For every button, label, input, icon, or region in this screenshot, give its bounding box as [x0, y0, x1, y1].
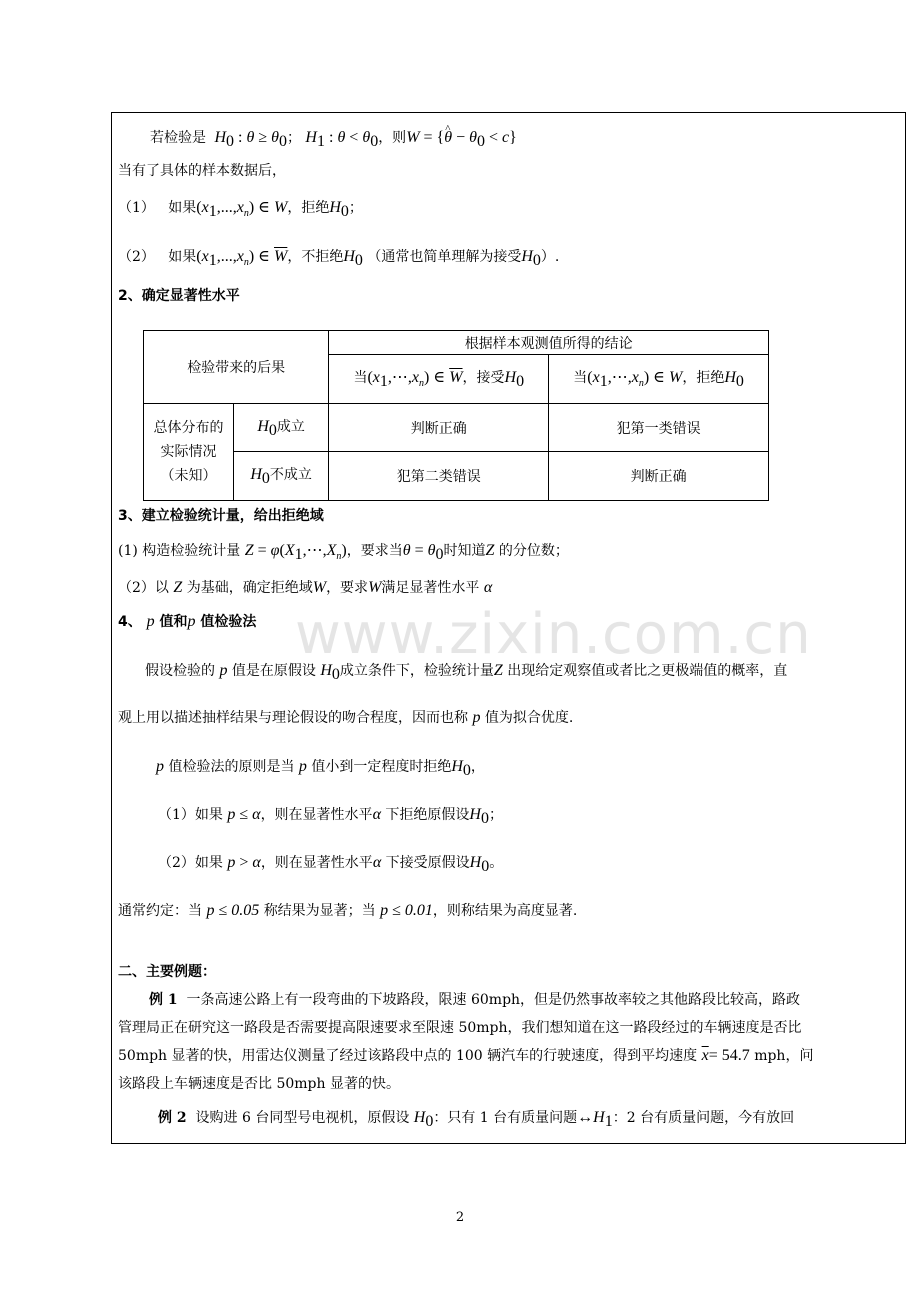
pvalue-rule1-line: （1）如果 p ≤ α，则在显著性水平α 下拒绝原假设$H_0$； [158, 806, 503, 827]
text: 当 [353, 370, 368, 387]
text: ； [488, 807, 503, 823]
text: ，则在显著性水平 [260, 855, 373, 871]
page-number: 2 [455, 1210, 465, 1225]
section-4-heading: 4、 p 值和p 值检验法 [118, 613, 257, 630]
text: ，拒绝 [287, 200, 330, 216]
example-label: 例 1 [149, 992, 178, 1008]
text: ：只有 1 台有质量问题 [433, 1110, 578, 1126]
text: 当 [573, 370, 588, 387]
text: ，则称结果为高度显著. [432, 903, 578, 919]
text: （1） [118, 200, 155, 216]
h0-false-label: $H_0$不成立 [233, 452, 328, 501]
text: 4、 [118, 614, 142, 630]
text: ，拒绝 [682, 370, 725, 387]
text: ，接受 [462, 370, 505, 387]
conclusion-header: 根据样本观测值所得的结论 [329, 331, 769, 355]
text: ， [470, 759, 485, 775]
text: 观上用以描述抽样结果与理论假设的吻合程度，因而也称 [118, 710, 468, 726]
text: 设购进 6 台同型号电视机，原假设 [195, 1110, 410, 1126]
text: 如果 [168, 200, 197, 216]
example1-line1 [149, 990, 800, 1010]
h0-true-label: $H_0$成立 [233, 404, 328, 452]
examples-heading: 二、主要例题： [118, 964, 216, 980]
text: ； [286, 130, 301, 146]
text: 称结果为显著；当 [263, 903, 376, 919]
text: 不成立 [269, 467, 312, 484]
text: 为基础，确定拒绝域 [186, 580, 313, 596]
sample-data-line: 当有了具体的样本数据后， [118, 163, 286, 179]
pvalue-principle-line: p 值检验法的原则是当 p 值小到一定程度时拒绝$H_0$， [156, 758, 485, 779]
text: ：2 台有质量问题，今有放回 [612, 1110, 795, 1126]
text: 值是在原假设 [231, 663, 316, 679]
text: 值小到一定程度时拒绝 [311, 759, 452, 775]
text: ； [348, 200, 363, 216]
example2-line1: 例 2 设购进 6 台同型号电视机，原假设 $H_0$：只有 1 台有质量问题$\leftrightarrow H_1$：2 台有质量问题，今有放回 [158, 1109, 795, 1130]
text: 的分位数； [498, 543, 569, 559]
text: 通常约定：当 [118, 903, 202, 919]
cell-type1-error: 犯第一类错误 [549, 404, 769, 452]
reject-header: 当$(x_1,\cdots,x_n)$ ∈ W，拒绝$H_0$ [549, 355, 769, 404]
text: ，则 [378, 130, 407, 146]
cell-type2-error: 犯第二类错误 [329, 452, 549, 501]
cell-correct-1: 判断正确 [329, 404, 549, 452]
text: 若检验是 [150, 130, 206, 146]
actual-situation-header: 总体分布的实际情况（未知） [144, 404, 234, 501]
text: 下拒绝原假设 [385, 807, 470, 823]
text: 成立 [276, 418, 305, 435]
text: （2）如果 [158, 855, 223, 871]
text: （2） [118, 249, 155, 265]
text: 时知道 [443, 543, 486, 559]
example1-line3: 50mph 显著的快，用雷达仪测量了经过该路段中点的 100 辆汽车的行驶速度，得到平均速度 $\overline{x}= 54.7$ mph，问 [118, 1047, 814, 1064]
text: （2）以 [118, 580, 169, 596]
pvalue-def-line1: 假设检验的 p 值是在原假设 $H_0$成立条件下，检验统计量Z 出现给定观察值或者比之更极端值的概率，直 [145, 662, 788, 683]
text: 下接受原假设 [385, 855, 470, 871]
text: （1）如果 [158, 807, 223, 823]
example1-line4: 该路段上车辆速度是否比 50mph 显著的快。 [118, 1076, 400, 1092]
text: 值为拟合优度. [484, 710, 574, 726]
text: (1) 构造检验统计量 [118, 543, 241, 559]
text: 值检验法的原则是当 [168, 759, 295, 775]
case2-line: （2） 如果$(x_1,...,x_n)$ ∈ $\overline{W}$，不拒绝$H_0$ （通常也简单理解为接受$H_0$）. [118, 248, 560, 269]
text: 值和 [159, 614, 188, 630]
pvalue-rule2-line: （2）如果 p > α，则在显著性水平α 下接受原假设$H_0$。 [158, 854, 504, 875]
cell-correct-2: 判断正确 [549, 452, 769, 501]
hypothesis-line: 若检验是 $H_0$ : $\theta \ge \theta_0$； $H_1$ : $\theta < \theta_0$，则W = {^ $\theta - \theta_0 < c$} [150, 128, 517, 152]
text: ，不拒绝 [287, 249, 344, 265]
text: 成立条件下，检验统计量 [339, 663, 494, 679]
text: 值检验法 [200, 614, 257, 630]
section-3-heading: 3、建立检验统计量，给出拒绝域 [118, 508, 324, 524]
math: = 54.7 [708, 1047, 750, 1064]
text: 假设检验的 [145, 663, 215, 679]
text: ）. [540, 249, 560, 265]
text: ，要求当 [346, 543, 403, 559]
consequence-header: 检验带来的后果 [144, 331, 329, 404]
pvalue-def-line2: 观上用以描述抽样结果与理论假设的吻合程度，因而也称 p 值为拟合优度. [118, 709, 574, 726]
text: （通常也简单理解为接受 [367, 249, 522, 265]
case1-line: （1） 如果$(x_1,...,x_n)$ ∈ W，拒绝$H_0$； [118, 199, 363, 220]
watermark: www.zixin.com.cn [295, 602, 812, 667]
text: 出现给定观察值或者比之更极端值的概率，直 [507, 663, 788, 679]
text: ，要求 [326, 580, 369, 596]
statistic-line: (1) 构造检验统计量 $Z = \varphi(X_1,\cdots,X_n)$，要求当$\theta = \theta_0$时知道Z 的分位数； [118, 542, 569, 563]
rejection-region-line: （2）以 Z 为基础，确定拒绝域W，要求W满足显著性水平 α [118, 579, 493, 596]
example-label: 例 2 [158, 1110, 187, 1126]
decision-table [143, 330, 769, 501]
math: p ≤ 0.01 [380, 902, 433, 919]
text: 。 [489, 855, 504, 871]
section-2-heading: 2、确定显著性水平 [118, 288, 240, 304]
text: 50mph 显著的快，用雷达仪测量了经过该路段中点的 100 辆汽车的行驶速度，得到平均速度 [118, 1048, 698, 1064]
text: 一条高速公路上有一段弯曲的下坡路段，限速 60mph，但是仍然事故率较之其他路段比较高，路政 [186, 992, 801, 1008]
accept-header: 当$(x_1,\cdots,x_n)$ ∈ $\overline{W}$，接受$H_0$ [329, 355, 549, 404]
text: mph，问 [754, 1048, 814, 1064]
text: 如果 [168, 249, 197, 265]
convention-line [118, 901, 577, 921]
example1-line2: 管理局正在研究这一路段是否需要提高限速要求至限速 50mph，我们想知道在这一路段经过的车辆速度是否比 [118, 1020, 802, 1036]
text: ，则在显著性水平 [260, 807, 373, 823]
text: 满足显著性水平 [381, 580, 480, 596]
math: p ≤ 0.05 [206, 902, 260, 919]
